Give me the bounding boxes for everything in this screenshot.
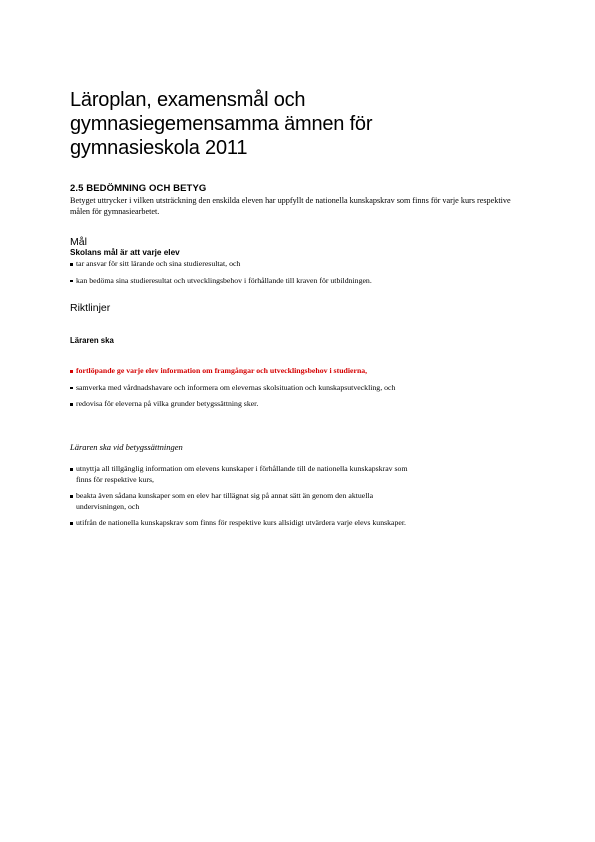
list-item-line: beakta även sådana kunskaper som en elev har tillägnat sig på annat sätt än genom den aktuella <box>76 491 374 500</box>
list-item: samverka med vårdnadshavare och informera om elevernas skolsituation och kunskapsutveckling, och <box>70 383 540 394</box>
list-item <box>70 464 540 485</box>
betygssattning-bullet-list <box>70 464 540 529</box>
lararen-ska-label: Läraren ska <box>70 336 114 345</box>
title-line: gymnasieskola 2011 <box>70 137 248 159</box>
list-item-line: utifrån de nationella kunskapskrav som finns för respektive kurs allsidigt utvärdera varje elevs kunskaper. <box>76 518 406 527</box>
title-line: gymnasiegemensamma ämnen för <box>70 113 373 135</box>
mal-subheading: Skolans mål är att varje elev <box>70 248 180 257</box>
betygssattning-heading: Läraren ska vid betygssättningen <box>70 442 183 452</box>
mal-bullet-list <box>70 259 540 286</box>
section-heading: 2.5 BEDÖMNING OCH BETYG <box>70 183 207 194</box>
riktlinjer-heading: Riktlinjer <box>70 302 111 314</box>
list-item-line: utnyttja all tillgänglig information om elevens kunskaper i förhållande till de nationella kunskapskrav som <box>76 464 408 473</box>
intro-paragraph: Betyget uttrycker i vilken utsträckning den enskilda eleven har uppfyllt de nationella kunskapskrav som finns för varje kurs respektive målen för gymnasiearbetet. <box>70 196 511 216</box>
list-item: redovisa för eleverna på vilka grunder betygssättning sker. <box>70 399 540 410</box>
riktlinjer-bullet-list <box>70 366 540 410</box>
list-item: tar ansvar för sitt lärande och sina studieresultat, och <box>70 259 540 270</box>
list-item: kan bedöma sina studieresultat och utvecklingsbehov i förhållande till kraven för utbildningen. <box>70 276 540 287</box>
title-line: Läroplan, examensmål och <box>70 89 306 111</box>
list-item-highlighted: fortlöpande ge varje elev information om framgångar och utvecklingsbehov i studierna, <box>70 366 540 377</box>
list-item-line: finns för respektive kurs, <box>76 474 154 484</box>
list-item-line: undervisningen, och <box>76 501 140 511</box>
mal-heading: Mål <box>70 236 87 248</box>
list-item <box>70 518 540 529</box>
document-title <box>70 88 510 160</box>
list-item <box>70 491 540 512</box>
